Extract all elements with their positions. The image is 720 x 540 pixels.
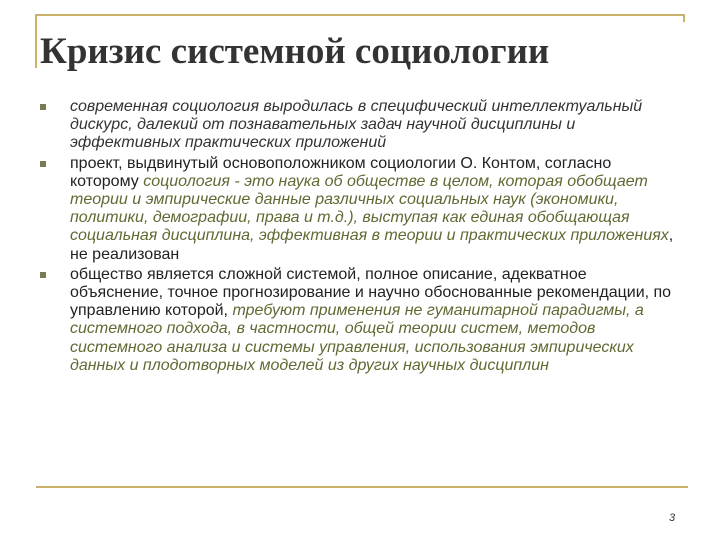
bullet-3-text-italic: требуют применения не гуманитарной парадигмы, а системного подхода, в частности, общей теории систем, методов системного анализа и системы управления, использования эмпирических данных и плодотворных моделей из других научных дисциплин <box>70 302 644 374</box>
bullet-2-text-plain: проект, выдвинутый основоположником социологии О. Контом, согласно которому <box>70 154 612 190</box>
bullet-list <box>40 98 680 375</box>
bullet-3-text-plain: общество является сложной системой, полное описание, адекватное объяснение, точное прогнозирование и научно обоснованные рекомендации, по управлению которой, <box>70 265 672 320</box>
bullet-2-text-tail: , не реализован <box>70 227 674 263</box>
bullet-2-text-italic: социология - это наука об обществе в целом, которая обобщает теории и эмпирические данные различных социальных наук (экономики, политики, демографии, права и т.д.), выступая как единая обобщающая социальная дисциплина, эффективная в теории и практических приложениях <box>70 172 669 245</box>
bullet-item-1 <box>40 98 680 153</box>
page-number: 3 <box>669 512 676 524</box>
decorative-right-tick <box>683 14 685 22</box>
square-bullet-icon <box>40 104 46 110</box>
bullet-1-text: современная социология выродилась в специфический интеллектуальный дискурс, далекий от познавательных задач научной дисциплины и эффективных практических приложений <box>70 98 643 152</box>
square-bullet-icon <box>40 161 46 167</box>
decorative-vertical-line <box>35 14 37 68</box>
bullet-item-3 <box>40 266 680 375</box>
slide-title: Кризис системной социологии <box>40 31 550 72</box>
decorative-bottom-line <box>36 486 688 488</box>
bullet-item-2 <box>40 155 680 264</box>
square-bullet-icon <box>40 272 46 278</box>
decorative-top-line <box>35 14 685 16</box>
